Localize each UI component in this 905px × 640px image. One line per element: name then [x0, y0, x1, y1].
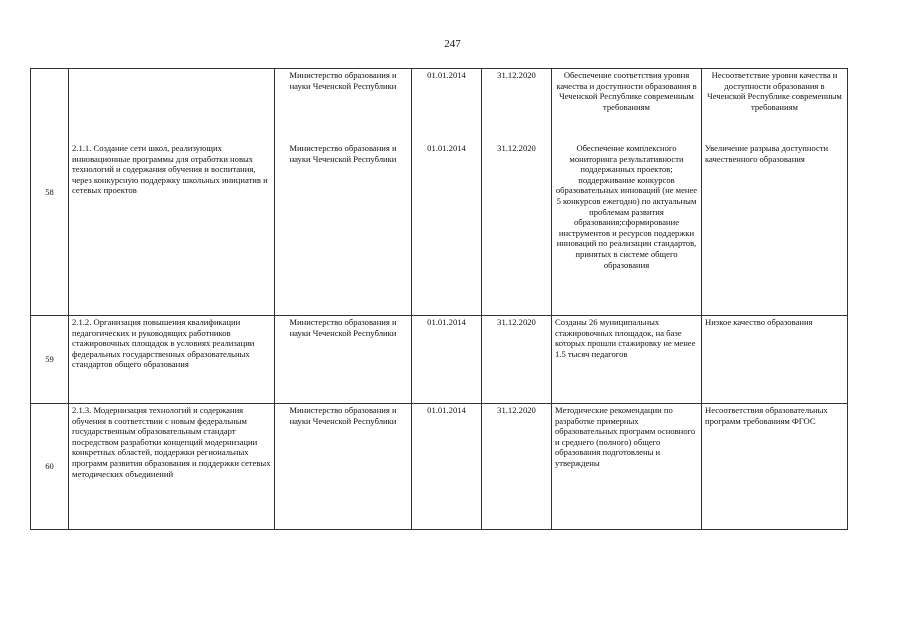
risk-text: Увеличение разрыва доступности качественного образования [705, 143, 829, 164]
risk-cell [702, 69, 848, 316]
executor-text: Министерство образования и науки Чеченской Республики [289, 70, 397, 91]
executor-text: Министерство образования и науки Чеченской Республики [275, 404, 412, 530]
start-date: 01.01.2014 [412, 316, 482, 404]
end-date: 31.12.2020 [482, 404, 552, 530]
result-text: Обеспечение соответствия уровня качества и доступности образования в Чеченской Республике современным требованиям [556, 70, 697, 112]
measure-text: 2.1.3. Модернизация технологий и содержания обучения в соответствии с новым федеральным государственным образовательным стандарт посредством разработки концепций модернизации конкретных областей, поддержки региональных программ развития образования и поддержки сетевых методических объединений [69, 404, 275, 530]
measure-text: 2.1.1. Создание сети школ, реализующих инновационные программы для отработки новых технологий и содержания обучения и воспитания, через конкурсную поддержку школьных инициатив и сетевых проектов [72, 143, 268, 196]
start-date: 01.01.2014 [412, 404, 482, 530]
result-text: Обеспечение комплексного мониторинга результативности поддержанных проектов; поддерживание конкурсов образовательных инноваций (не менее 5 конкурсов ежегодно) по актуальным проблемам развития образования;сформирование инструментов и ресурсов поддержки инноваций по реализации стандартов, принятых в системе общего образования [555, 143, 698, 270]
end-date-cell [482, 69, 552, 316]
table-row [31, 69, 848, 316]
start-date-cell [412, 69, 482, 316]
start-date: 01.01.2014 [427, 143, 466, 153]
end-date: 31.12.2020 [497, 70, 536, 80]
row-number: 59 [31, 316, 69, 404]
measure-text: 2.1.2. Организация повышения квалификации педагогических и руководящих работников стажировочных площадок в условиях реализации федеральных государственных образовательных стандартов общего образования [69, 316, 275, 404]
result-text: Методические рекомендации по разработке примерных образовательных программ основного и среднего (полного) общего образования подготовлены и утверждены [552, 404, 702, 530]
end-date: 31.12.2020 [497, 143, 536, 153]
risk-text: Низкое качество образования [702, 316, 848, 404]
risk-text: Несоответствия образовательных программ требованиям ФГОС [702, 404, 848, 530]
measure-cell [69, 69, 275, 316]
end-date: 31.12.2020 [482, 316, 552, 404]
table-row [31, 316, 848, 404]
risk-text: Несоответствие уровня качества и доступности образования в Чеченской Республике современным требованиям [707, 70, 842, 112]
executor-text: Министерство образования и науки Чеченской Республики [289, 143, 397, 164]
page-number: 247 [444, 38, 461, 50]
row-number: 58 [31, 69, 69, 316]
result-cell [552, 69, 702, 316]
row-number: 60 [31, 404, 69, 530]
executor-cell [275, 69, 412, 316]
start-date: 01.01.2014 [427, 70, 466, 80]
table-row [31, 404, 848, 530]
measures-table [30, 68, 848, 530]
result-text: Созданы 26 муниципальных стажировочных площадок, на базе которых прошли стажировку не менее 1.5 тысяч педагогов [552, 316, 702, 404]
executor-text: Министерство образования и науки Чеченской Республики [275, 316, 412, 404]
